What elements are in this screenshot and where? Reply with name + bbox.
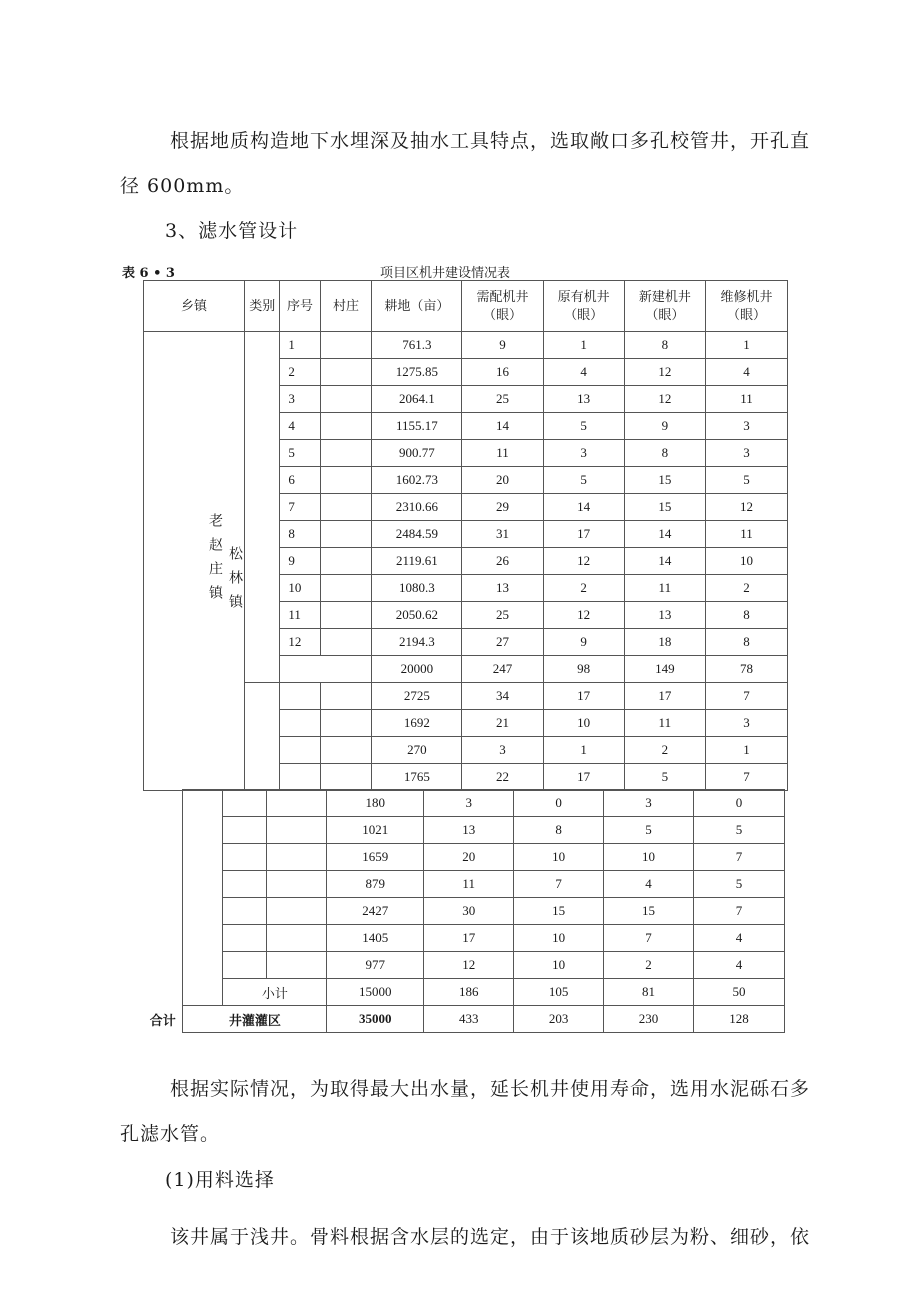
cell-need: 27 (462, 629, 543, 656)
cell-new: 15 (624, 494, 705, 521)
subtotal-label: 小计 (223, 979, 327, 1006)
cell-seq (223, 844, 267, 871)
header-new: 新建机井 （眼） (624, 281, 705, 332)
cell-land: 20000 (372, 656, 462, 683)
cell-village (267, 925, 327, 952)
section-heading: 3、滤水管设计 (165, 220, 299, 242)
cell-new: 15 (604, 898, 694, 925)
paragraph-2-line-2: 孔滤水管。 (120, 1123, 221, 1145)
cell-village (320, 548, 372, 575)
cell-need: 21 (462, 710, 543, 737)
cell-land: 1155.17 (372, 413, 462, 440)
cell-new: 8 (624, 440, 705, 467)
cell-village (320, 575, 372, 602)
cell-seq: 11 (280, 602, 320, 629)
town-cell-songlin (144, 332, 245, 791)
cell-seq: 10 (280, 575, 320, 602)
cell-need: 22 (462, 764, 543, 791)
cell-exist: 17 (543, 683, 624, 710)
cell-land: 1765 (372, 764, 462, 791)
cell-need: 13 (462, 575, 543, 602)
cell-seq (280, 764, 320, 791)
cell-exist: 2 (543, 575, 624, 602)
cell-land: 2310.66 (372, 494, 462, 521)
cell-exist: 12 (543, 548, 624, 575)
town-label-laozhaozhuang: 老赵庄镇 (207, 513, 222, 609)
cell-repair: 8 (705, 629, 787, 656)
cell-land: 270 (372, 737, 462, 764)
cell-seq (223, 790, 267, 817)
cell-exist: 10 (514, 925, 604, 952)
cell-land: 900.77 (372, 440, 462, 467)
cell-need: 12 (424, 952, 514, 979)
header-exist: 原有机井 （眼） (543, 281, 624, 332)
cell-need: 16 (462, 359, 543, 386)
cell-new: 8 (624, 332, 705, 359)
type-cell (245, 332, 280, 683)
cell-new: 3 (604, 790, 694, 817)
cell-repair: 5 (694, 871, 785, 898)
cell-repair: 78 (705, 656, 787, 683)
cell-repair: 1 (705, 332, 787, 359)
cell-repair: 8 (705, 602, 787, 629)
cell-village (320, 440, 372, 467)
cell-new: 81 (604, 979, 694, 1006)
cell-land: 1021 (327, 817, 424, 844)
cell-exist: 10 (543, 710, 624, 737)
cell-need: 3 (424, 790, 514, 817)
paragraph-1-line-1: 根据地质构造地下水埋深及抽水工具特点，选取敞口多孔校管井，开孔直 (170, 130, 811, 152)
header-type: 类别 (245, 281, 280, 332)
cell-repair: 4 (705, 359, 787, 386)
cell-village (320, 332, 372, 359)
cell-land: 879 (327, 871, 424, 898)
cell-new: 11 (624, 575, 705, 602)
cell-land: 2119.61 (372, 548, 462, 575)
cell-land: 2050.62 (372, 602, 462, 629)
cell-village (320, 710, 372, 737)
cell-village (320, 467, 372, 494)
cell-seq: 6 (280, 467, 320, 494)
cell-exist: 203 (514, 1006, 604, 1033)
paragraph-2-line-1: 根据实际情况，为取得最大出水量，延长机井使用寿命，选用水泥砾石多 (170, 1078, 811, 1100)
cell-seq (280, 737, 320, 764)
cell-repair: 7 (694, 898, 785, 925)
cell-village (320, 494, 372, 521)
cell-need: 20 (424, 844, 514, 871)
header-seq: 序号 (280, 281, 320, 332)
cell-new: 13 (624, 602, 705, 629)
table-row (143, 817, 785, 844)
cell-seq (223, 925, 267, 952)
cell-repair: 3 (705, 440, 787, 467)
wells-table-part-2 (143, 789, 785, 1033)
total-row (143, 1006, 785, 1033)
cell-seq: 3 (280, 386, 320, 413)
cell-exist: 13 (543, 386, 624, 413)
cell-new: 2 (604, 952, 694, 979)
cell-new: 15 (624, 467, 705, 494)
cell-land: 2194.3 (372, 629, 462, 656)
cell-new: 11 (624, 710, 705, 737)
cell-need: 29 (462, 494, 543, 521)
cell-land: 2725 (372, 683, 462, 710)
cell-seq: 9 (280, 548, 320, 575)
cell-exist: 5 (543, 413, 624, 440)
cell-repair: 5 (694, 817, 785, 844)
cell-new: 2 (624, 737, 705, 764)
cell-exist: 1 (543, 332, 624, 359)
cell-repair: 10 (705, 548, 787, 575)
cell-seq (280, 683, 320, 710)
cell-new: 14 (624, 548, 705, 575)
cell-village (320, 737, 372, 764)
cell-need: 25 (462, 602, 543, 629)
cell-land: 761.3 (372, 332, 462, 359)
cell-land: 1692 (372, 710, 462, 737)
cell-land: 35000 (327, 1006, 424, 1033)
cell-seq (280, 710, 320, 737)
cell-need: 26 (462, 548, 543, 575)
table-row (143, 844, 785, 871)
cell-blank (280, 656, 372, 683)
cell-seq: 2 (280, 359, 320, 386)
cell-need: 20 (462, 467, 543, 494)
cell-repair: 2 (705, 575, 787, 602)
cell-repair: 11 (705, 386, 787, 413)
cell-repair: 4 (694, 925, 785, 952)
cell-new: 5 (604, 817, 694, 844)
table-row (143, 898, 785, 925)
cell-exist: 17 (543, 764, 624, 791)
cell-village (320, 386, 372, 413)
cell-repair: 128 (694, 1006, 785, 1033)
cell-exist: 5 (543, 467, 624, 494)
cell-repair: 12 (705, 494, 787, 521)
cell-village (320, 359, 372, 386)
table-row (143, 925, 785, 952)
town-label-songlin: 松林镇 (227, 546, 242, 618)
cell-repair: 11 (705, 521, 787, 548)
cell-need: 25 (462, 386, 543, 413)
cell-seq (223, 952, 267, 979)
type-cell (183, 790, 223, 1006)
subheading: (1)用料选择 (165, 1169, 275, 1191)
header-need: 需配机井 （眼） (462, 281, 543, 332)
cell-new: 4 (604, 871, 694, 898)
cell-need: 30 (424, 898, 514, 925)
cell-new: 12 (624, 386, 705, 413)
cell-repair: 5 (705, 467, 787, 494)
cell-repair: 0 (694, 790, 785, 817)
cell-exist: 98 (543, 656, 624, 683)
cell-repair: 7 (705, 764, 787, 791)
cell-land: 1080.3 (372, 575, 462, 602)
cell-land: 2064.1 (372, 386, 462, 413)
cell-seq: 4 (280, 413, 320, 440)
cell-need: 247 (462, 656, 543, 683)
cell-land: 1602.73 (372, 467, 462, 494)
cell-repair: 3 (705, 710, 787, 737)
cell-village (267, 817, 327, 844)
cell-exist: 9 (543, 629, 624, 656)
cell-land: 1405 (327, 925, 424, 952)
paragraph-3: 该井属于浅井。骨料根据含水层的选定，由于该地质砂层为粉、细砂，依 (170, 1226, 811, 1248)
cell-need: 13 (424, 817, 514, 844)
wells-table-part-1 (143, 280, 788, 791)
cell-new: 149 (624, 656, 705, 683)
table-title: 项目区机井建设情况表 (380, 266, 511, 281)
cell-seq: 8 (280, 521, 320, 548)
table-row (143, 871, 785, 898)
table-header-row (144, 281, 788, 332)
cell-exist: 14 (543, 494, 624, 521)
cell-need: 3 (462, 737, 543, 764)
cell-village (320, 629, 372, 656)
cell-repair: 50 (694, 979, 785, 1006)
cell-new: 12 (624, 359, 705, 386)
header-repair: 维修机井 （眼） (705, 281, 787, 332)
cell-repair: 4 (694, 952, 785, 979)
cell-exist: 3 (543, 440, 624, 467)
table-row (143, 790, 785, 817)
cell-village (267, 952, 327, 979)
header-town: 乡镇 (144, 281, 245, 332)
cell-new: 14 (624, 521, 705, 548)
cell-repair: 3 (705, 413, 787, 440)
cell-land: 1659 (327, 844, 424, 871)
cell-seq (223, 898, 267, 925)
type-cell (245, 683, 280, 791)
cell-land: 1275.85 (372, 359, 462, 386)
cell-exist: 15 (514, 898, 604, 925)
cell-village (320, 764, 372, 791)
table-row (143, 952, 785, 979)
cell-need: 17 (424, 925, 514, 952)
cell-new: 230 (604, 1006, 694, 1033)
cell-exist: 10 (514, 952, 604, 979)
cell-new: 18 (624, 629, 705, 656)
cell-blank-left (143, 790, 183, 1006)
cell-seq: 7 (280, 494, 320, 521)
cell-need: 31 (462, 521, 543, 548)
paragraph-1-line-2: 径 600mm。 (120, 175, 245, 197)
cell-land: 977 (327, 952, 424, 979)
cell-seq: 1 (280, 332, 320, 359)
cell-exist: 7 (514, 871, 604, 898)
cell-village (320, 602, 372, 629)
cell-new: 17 (624, 683, 705, 710)
cell-exist: 8 (514, 817, 604, 844)
header-land: 耕地（亩） (372, 281, 462, 332)
cell-repair: 1 (705, 737, 787, 764)
total-label: 合计 (149, 1012, 176, 1028)
cell-land: 15000 (327, 979, 424, 1006)
cell-need: 14 (462, 413, 543, 440)
cell-exist: 4 (543, 359, 624, 386)
cell-need: 186 (424, 979, 514, 1006)
cell-village (267, 871, 327, 898)
cell-village (320, 413, 372, 440)
total-area: 井灌灌区 (183, 1006, 327, 1033)
cell-village (320, 521, 372, 548)
cell-seq (223, 817, 267, 844)
cell-exist: 0 (514, 790, 604, 817)
header-village: 村庄 (320, 281, 372, 332)
cell-land: 180 (327, 790, 424, 817)
cell-land: 2484.59 (372, 521, 462, 548)
cell-exist: 105 (514, 979, 604, 1006)
cell-seq (223, 871, 267, 898)
cell-seq: 12 (280, 629, 320, 656)
cell-seq: 5 (280, 440, 320, 467)
subtotal-row (143, 979, 785, 1006)
cell-repair: 7 (705, 683, 787, 710)
table-row (144, 332, 788, 359)
cell-village (267, 898, 327, 925)
cell-exist: 17 (543, 521, 624, 548)
cell-need: 9 (462, 332, 543, 359)
cell-need: 433 (424, 1006, 514, 1033)
cell-new: 10 (604, 844, 694, 871)
cell-need: 11 (424, 871, 514, 898)
cell-exist: 10 (514, 844, 604, 871)
cell-new: 7 (604, 925, 694, 952)
cell-new: 9 (624, 413, 705, 440)
cell-repair: 7 (694, 844, 785, 871)
table-label: 表 6 • 3 (122, 266, 175, 281)
cell-village (267, 844, 327, 871)
cell-village (320, 683, 372, 710)
cell-exist: 1 (543, 737, 624, 764)
cell-village (267, 790, 327, 817)
cell-need: 34 (462, 683, 543, 710)
cell-need: 11 (462, 440, 543, 467)
cell-exist: 12 (543, 602, 624, 629)
cell-land: 2427 (327, 898, 424, 925)
cell-new: 5 (624, 764, 705, 791)
